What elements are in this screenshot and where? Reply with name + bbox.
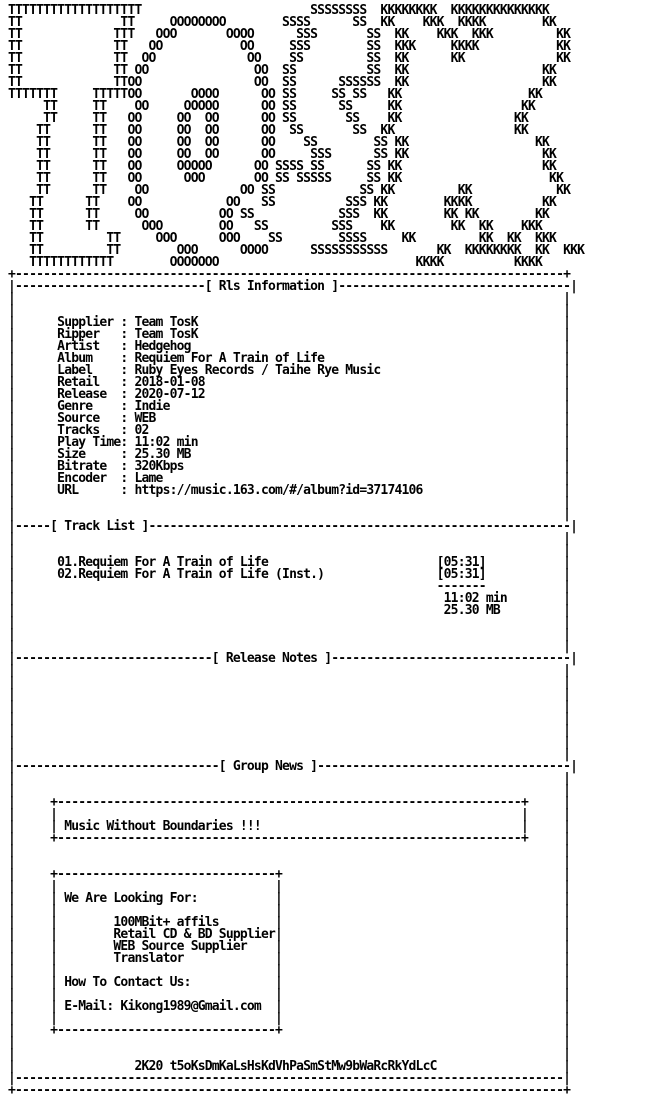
logo-art-row: TTTTTTT TTTTTOO OOOO OO SS SS SS KK KK <box>8 87 543 102</box>
logo-art-row: TT TT OO OO OO OO SS SS KK KK <box>8 135 550 150</box>
looking-box-rule: | +-------------------------------+ | <box>8 1023 571 1038</box>
logo-art-row: TT TT OO OOOOO OO SSSS SS SS KK KK <box>8 159 557 174</box>
blank-line: | | <box>8 615 571 630</box>
motto-box-side: | | | | <box>8 807 571 822</box>
rls-info-line: | Retail : 2018-01-08 | <box>8 375 571 390</box>
rls-info-line: | Release : 2020-07-12 | <box>8 387 571 402</box>
looking-box-blank: | | | | <box>8 963 571 978</box>
rls-info-line: | Size : 25.30 MB | <box>8 447 571 462</box>
logo-art-row: TT TT OOO OO SS SSS KK KK KK KKK <box>8 219 543 234</box>
blank-line: | | <box>8 639 571 654</box>
logo-art-row: TT TT OO OO SSS SS KKK KKKK KK <box>8 39 571 54</box>
rls-info-header: |---------------------------[ Rls Information ]---------------------------------| <box>8 279 578 294</box>
release-notes-empty-line: | | <box>8 699 571 714</box>
motto-box-rule: | +------------------------------------------------------------------+ | <box>8 831 571 846</box>
blank-line: | | <box>8 1035 571 1050</box>
track-row: | 01.Requiem For A Train of Life [05:31] | <box>8 555 571 570</box>
logo-art-row: TT TT OO OOO OO SS SSSSS SS KK KK <box>8 171 564 186</box>
release-notes-empty-line: | | <box>8 735 571 750</box>
rls-info-line: | Tracks : 02 | <box>8 423 571 438</box>
logo-art-row: TT TT OO OO OO OO SS SS KK KK <box>8 123 528 138</box>
logo-art-row: TT TT OOO OOO SS SSSS KK KK KK KKK <box>8 231 557 246</box>
logo-art-row: TT TT OO OO SS SS KK KK KK <box>8 51 571 66</box>
looking-box-rule: | +-------------------------------+ | <box>8 867 571 882</box>
logo-art-row: TTTTTTTTTTTTTTTTTTT SSSSSSSS KKKKKKKK KKKKKKKKKKKKKK <box>8 3 550 18</box>
looking-box-blank: | | | | <box>8 1011 571 1026</box>
logo-art-row: TT TT OO OO SS SSS KK KK KK KK <box>8 207 550 222</box>
logo-art-row: TT TT OO OO SS SSS KK KKKK KK <box>8 195 557 210</box>
blank-line: | | <box>8 855 571 870</box>
blank-line: | | <box>8 543 571 558</box>
rls-info-line: | Ripper : Team TosK | <box>8 327 571 342</box>
rls-info-line: | Encoder : Lame | <box>8 471 571 486</box>
logo-art-row: TT TT OO OOOOO OO SS SS KK KK <box>8 99 536 114</box>
footer-rule: |------------------------------------------------------------------------------| <box>8 1071 571 1086</box>
looking-for-item: | | Translator | | <box>8 951 571 966</box>
looking-box-blank: | | | | <box>8 879 571 894</box>
blank-line: | | <box>8 627 571 642</box>
motto-line: | | Music Without Boundaries !!! | | <box>8 819 571 834</box>
blank-line: | | <box>8 747 571 762</box>
blank-line: | | <box>8 507 571 522</box>
rls-info-line: | Supplier : Team TosK | <box>8 315 571 330</box>
totals-rule: | ------- | <box>8 579 571 594</box>
release-notes-empty-line: | | <box>8 723 571 738</box>
rls-info-line: | Genre : Indie | <box>8 399 571 414</box>
looking-for-item: | | Retail CD & BD Supplier| | <box>8 927 571 942</box>
logo-art-row: TT TTT OOO OOOO SSS SS KK KKK KKK KK <box>8 27 571 42</box>
rls-info-line: | Bitrate : 320Kbps | <box>8 459 571 474</box>
rls-info-line: | Play Time: 11:02 min | <box>8 435 571 450</box>
blank-line: | | <box>8 291 571 306</box>
motto-box-rule: | +------------------------------------------------------------------+ | <box>8 795 571 810</box>
release-notes-empty-line: | | <box>8 711 571 726</box>
frame-top-rule: +------------------------------------------------------------------------------+ <box>8 267 571 282</box>
logo-art-row: TT TT OO OO SS SS KK KK <box>8 63 557 78</box>
release-notes-header: |----------------------------[ Release Notes ]----------------------------------| <box>8 651 578 666</box>
blank-line: | | <box>8 303 571 318</box>
rls-info-line: | URL : https://music.163.com/#/album?id=37174106 | <box>8 483 571 498</box>
contact-email: | | E-Mail: Kikong1989@Gmail.com | | <box>8 999 571 1014</box>
looking-for-title: | | We Are Looking For: | | <box>8 891 571 906</box>
logo-art-row: TT TT OO OO OO OO SS SS KK KK <box>8 111 528 126</box>
logo-art-row: TT TT OO OO OO OO SSS SS KK KK <box>8 147 557 162</box>
track-list-header: |-----[ Track List ]------------------------------------------------------------| <box>8 519 578 534</box>
contact-title: | | How To Contact Us: | | <box>8 975 571 990</box>
blank-line: | | <box>8 1047 571 1062</box>
group-news-header: |-----------------------------[ Group News ]------------------------------------| <box>8 759 578 774</box>
looking-box-blank: | | | | <box>8 987 571 1002</box>
blank-line: | | <box>8 771 571 786</box>
rls-info-line: | Source : WEB | <box>8 411 571 426</box>
release-notes-empty-line: | | <box>8 675 571 690</box>
nfo-text <box>8 5 584 1097</box>
release-notes-empty-line: | | <box>8 663 571 678</box>
total-time: | 11:02 min | <box>8 591 571 606</box>
logo-art-row: TT TT OOO OOOO SSSSSSSSSSS KK KKKKKKKK KK KKK <box>8 243 585 258</box>
signature: | 2K20 t5oKsDmKaLsHsKdVhPaSmStMw9bWaRcRkYdLcC | <box>8 1059 571 1074</box>
track-row: | 02.Requiem For A Train of Life (Inst.) [05:31] | <box>8 567 571 582</box>
looking-for-item: | | 100MBit+ affils | | <box>8 915 571 930</box>
looking-for-item: | | WEB Source Supplier | | <box>8 939 571 954</box>
logo-art-row: TT TT OOOOOOOO SSSS SS KK KKK KKKK KK <box>8 15 557 30</box>
blank-line: | | <box>8 783 571 798</box>
logo-art-row: TT TTOO OO SS SSSSSS KK KK <box>8 75 557 90</box>
logo-art-row: TT TT OO OO SS SS KK KK KK <box>8 183 571 198</box>
release-notes-empty-line: | | <box>8 687 571 702</box>
blank-line: | | <box>8 531 571 546</box>
total-size: | 25.30 MB | <box>8 603 571 618</box>
logo-art-row: TTTTTTTTTTTT OOOOOOO KKKK KKKK <box>8 255 543 270</box>
rls-info-line: | Album : Requiem For A Train of Life | <box>8 351 571 366</box>
blank-line: | | <box>8 843 571 858</box>
frame-bottom-rule: +------------------------------------------------------------------------------+ <box>8 1083 571 1098</box>
rls-info-line: | Label : Ruby Eyes Records / Taihe Rye Music | <box>8 363 571 378</box>
rls-info-line: | Artist : Hedgehog | <box>8 339 571 354</box>
looking-box-blank: | | | | <box>8 903 571 918</box>
blank-line: | | <box>8 495 571 510</box>
